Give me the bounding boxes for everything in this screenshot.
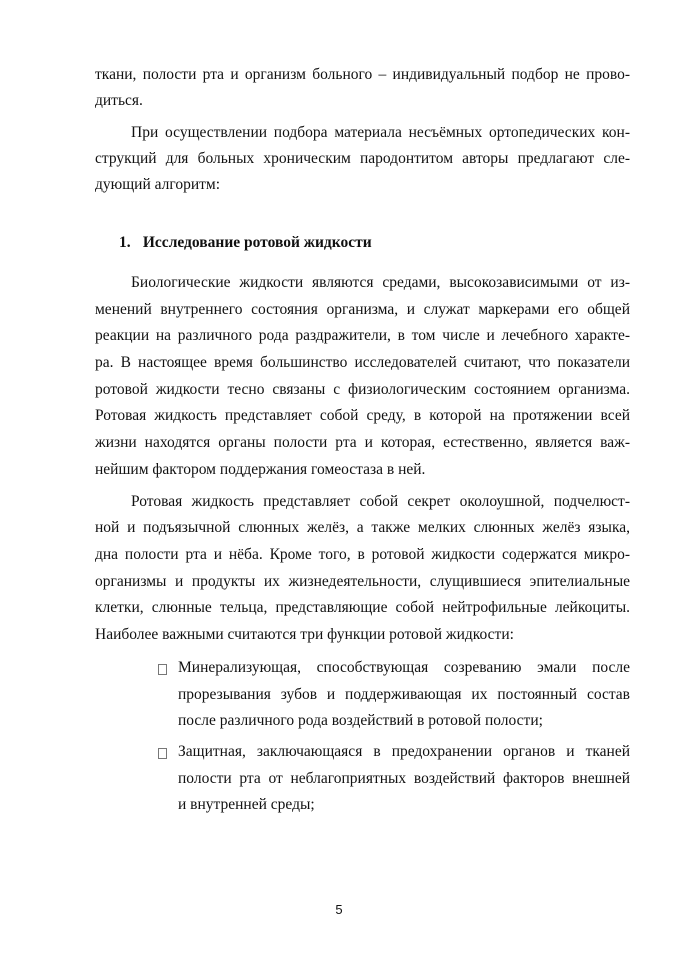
paragraph-line: Наиболее важными считаются три функции ротовой жидкости: [95,626,514,643]
paragraph-line: диться. [95,92,143,109]
paragraph-line: жизни находятся органы полости рта и которая, естественно, является важ- [95,434,630,451]
paragraph-line: менений внутреннего состояния организма, и служат маркерами его общей [95,301,630,318]
section-title: Исследование ротовой жидкости [142,234,372,251]
paragraph-line: дующий алгоритм: [95,176,221,193]
paragraph-line: струкций для больных хроническим пародонтитом авторы предлагают сле- [95,150,630,167]
bullet-line: прорезывания зубов и поддерживающая их постоянный состав [178,686,630,703]
paragraph-line: Биологические жидкости являются средами, высокозависимыми от из- [131,274,630,291]
paragraph-line: реакции на различного рода раздражители, в том числе и лечебного характе- [95,327,630,344]
paragraph-line: нейшим фактором поддержания гомеостаза в ней. [95,461,426,478]
bullet-line: полости рта от неблагоприятных воздействий факторов внешней [178,770,630,787]
checkbox-bullet-icon [158,748,167,759]
paragraph-line: Ротовая жидкость представляет собой среду, в которой на протяжении всей [95,407,630,424]
bullet-line: и внутренней среды; [178,796,315,813]
paragraph-line: ной и подъязычной слюнных желёз, а также мелких слюнных желёз языка, [95,519,630,536]
paragraph-line: ра. В настоящее время большинство исследователей считают, что показатели [95,354,630,371]
checkbox-bullet-icon [158,664,167,675]
page-number: 5 [335,902,343,917]
paragraph-line: ротовой жидкости тесно связаны с физиологическим состоянием организма. [95,381,630,398]
paragraph-line: дна полости рта и нёба. Кроме того, в ротовой жидкости содержатся микро- [95,546,630,563]
section-heading [119,233,372,253]
bullet-line: Минерализующая, способствующая созреванию эмали после [178,659,630,676]
paragraph-line: ткани, полости рта и организм больного – индивидуальный подбор не прово- [95,66,630,83]
bullet-line: Защитная, заключающаяся в предохранении органов и тканей [178,743,630,760]
paragraph-line: При осуществлении подбора материала несъёмных ортопедических кон- [131,124,630,141]
section-number: 1. [119,234,131,251]
paragraph-line: Ротовая жидкость представляет собой секрет околоушной, подчелюст- [131,493,630,510]
paragraph-line: клетки, слюнные тельца, представляющие собой нейтрофильные лейкоциты. [95,599,630,616]
bullet-line: после различного рода воздействий в ротовой полости; [178,712,543,729]
paragraph-line: организмы и продукты их жизнедеятельности, слущившиеся эпителиальные [95,573,630,590]
